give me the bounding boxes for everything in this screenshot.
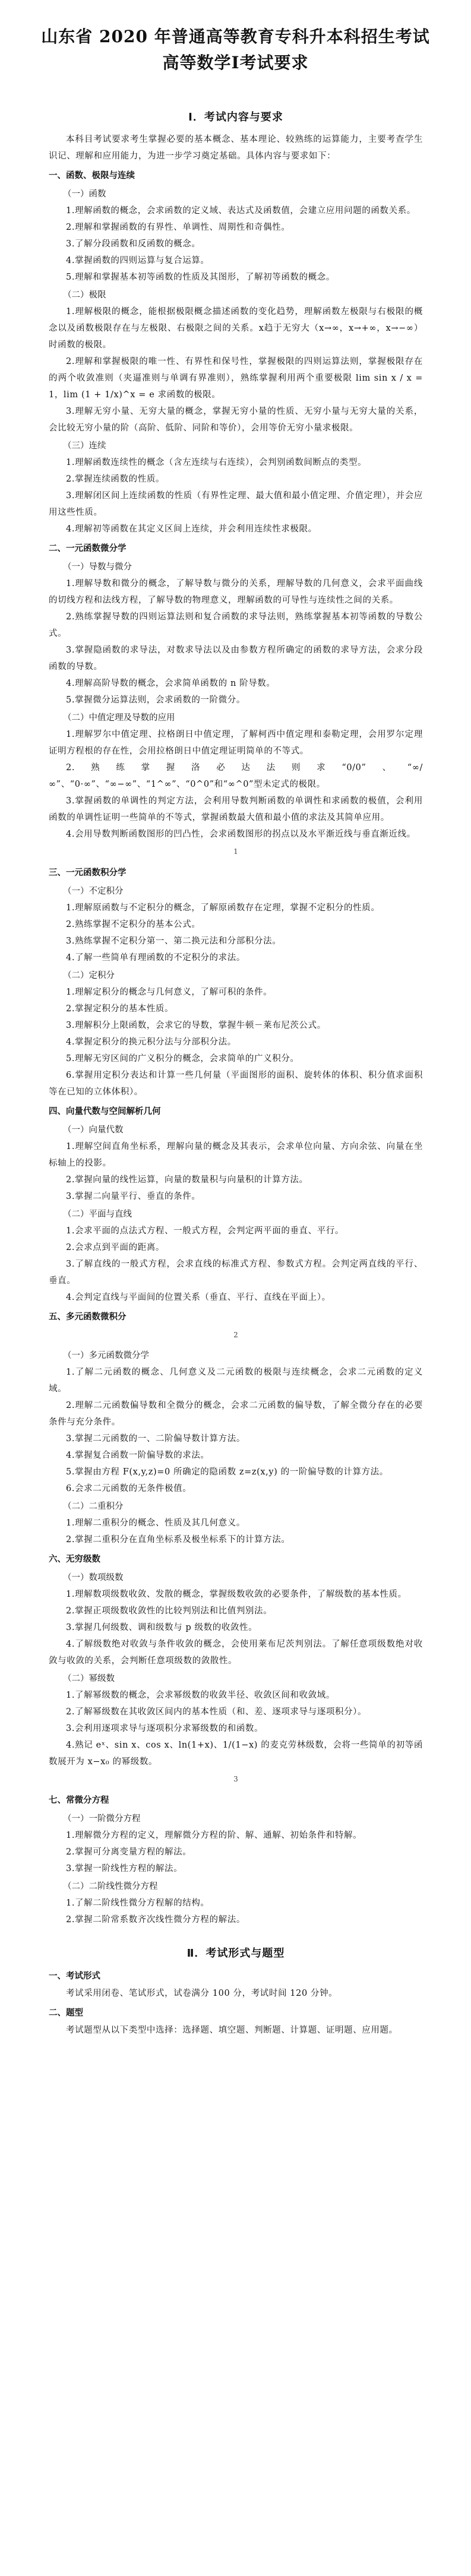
- list-item: 1.理解函数连续性的概念（含左连续与右连续），会判别函数间断点的类型。: [66, 458, 367, 467]
- sub-heading: （一）多元函数微分学: [63, 1351, 149, 1360]
- list-item: 1.会求平面的点法式方程、一般式方程，会判定两平面的垂直、平行。: [66, 1226, 344, 1236]
- list-item: 4.了解一些简单有理函数的不定积分的求法。: [66, 953, 245, 963]
- intro-paragraph: 本科目考试要求考生掌握必要的基本概念、基本理论、较熟练的运算能力，主要考查学生识记、理解和应用能力，为进一步学习奠定基础。具体内容与要求如下：: [49, 135, 423, 161]
- title-line-2: 高等数学Ⅰ考试要求: [162, 53, 309, 72]
- sub-heading: （二）二重积分: [63, 1502, 124, 1511]
- list-item: 5.理解无穷区间的广义积分的概念，会求简单的广义积分。: [66, 1054, 299, 1064]
- list-item: 1.理解罗尔中值定理、拉格朗日中值定理，了解柯西中值定理和泰勒定理，会用罗尔定理证明方程根的存在性，会用拉格朗日中值定理证明简单的不等式。: [49, 730, 423, 756]
- list-item: 2.熟练掌握导数的四则运算法则和复合函数的求导法则，熟练掌握基本初等函数的导数公式。: [49, 612, 423, 638]
- list-item: 2.掌握二重积分在直角坐标系及极坐标系下的计算方法。: [66, 1535, 290, 1545]
- list-item: 4.掌握函数的四则运算与复合运算。: [66, 256, 210, 265]
- list-item: 2.掌握定积分的基本性质。: [66, 1004, 174, 1014]
- list-item: 5.掌握由方程 F(x,y,z)=0 所确定的隐函数 z=z(x,y) 的一阶偏导数的计算方法。: [66, 1467, 388, 1477]
- body-paragraph: 考试题型从以下类型中选择：选择题、填空题、判断题、计算题、证明题、应用题。: [66, 2026, 398, 2035]
- part-heading: 二、一元函数微分学: [49, 544, 127, 553]
- list-item: 5.掌握微分运算法则，会求函数的一阶微分。: [66, 695, 245, 705]
- list-item: 1.理解数项级数收敛、发散的概念，掌握级数收敛的必要条件，了解级数的基本性质。: [66, 1590, 407, 1599]
- part-heading: 六、无穷级数: [49, 1555, 100, 1564]
- list-item: 2.理解和掌握函数的有界性、单调性、周期性和奇偶性。: [66, 223, 290, 232]
- list-item: 3.掌握函数的单调性的判定方法，会利用导数判断函数的单调性和求函数的极值，会利用函数的单调性证明一些简单的不等式，掌握函数最大值和最小值的求法及其简单应用。: [49, 796, 423, 822]
- list-item: 2.理解二元函数偏导数和全微分的概念，会求二元函数的偏导数，了解全微分存在的必要条件与充分条件。: [49, 1401, 423, 1427]
- page-number: 2: [233, 1331, 238, 1339]
- list-item: 2.掌握连续函数的性质。: [66, 474, 165, 484]
- sub-heading: （一）数项级数: [63, 1573, 124, 1583]
- list-item: 1.了解幂级数的概念，会求幂级数的收敛半径、收敛区间和收敛域。: [66, 1691, 335, 1700]
- page-number: 1: [233, 847, 238, 856]
- section-heading: Ⅰ．考试内容与要求: [188, 111, 283, 124]
- sub-heading: （一）向量代数: [63, 1125, 124, 1135]
- list-item: 4.理解初等函数在其定义区间上连续，并会利用连续性求极限。: [66, 524, 317, 534]
- list-item: 3.熟练掌握不定积分第一、第二换元法和分部积分法。: [66, 936, 282, 946]
- list-item: 1.理解微分方程的定义，理解微分方程的阶、解、通解、初始条件和特解。: [66, 1831, 362, 1840]
- part-heading: 七、常微分方程: [49, 1796, 109, 1805]
- part-heading: 四、向量代数与空间解析几何: [49, 1107, 161, 1116]
- list-item: 6.掌握用定积分表达和计算一些几何量（平面图形的面积、旋转体的体积、积分值求面积等在已知的立体体积）。: [49, 1071, 423, 1097]
- list-item: 6.会求二元函数的无条件极值。: [66, 1484, 192, 1493]
- list-item: 3.掌握一阶线性方程的解法。: [66, 1864, 183, 1874]
- list-item: 1.理解函数的概念，会求函数的定义域、表达式及函数值，会建立应用问题的函数关系。: [66, 206, 416, 216]
- list-item: 2.会求点到平面的距离。: [66, 1243, 165, 1252]
- list-item: 4.会判定直线与平面间的位置关系（垂直、平行、直线在平面上）。: [66, 1293, 331, 1302]
- list-item: 4.掌握复合函数一阶偏导数的求法。: [66, 1451, 210, 1460]
- document-title: [0, 24, 471, 76]
- list-item: 2.掌握向量的线性运算，向量的数量积与向量积的计算方法。: [66, 1175, 308, 1185]
- list-item: 3.理解无穷小量、无穷大量的概念，掌握无穷小量的性质、无穷小量与无穷大量的关系，会比较无穷小量的阶（高阶、低阶、同阶和等价），会用等价无穷小量求极限。: [49, 407, 423, 433]
- list-item: 2.理解和掌握极限的唯一性、有界性和保号性，掌握极限的四则运算法则，掌握极限存在的两个收敛准则（夹逼准则与单调有界准则），熟练掌握利用两个重要极限 lim sin x / x = 1，lim (1 + 1/x)^x = e 求函数的极限。: [49, 357, 423, 400]
- part-heading: 一、函数、极限与连续: [49, 171, 135, 181]
- list-item: 3.理解积分上限函数，会求它的导数，掌握牛顿－莱布尼茨公式。: [66, 1021, 326, 1030]
- part-heading: 三、一元函数积分学: [49, 868, 127, 878]
- list-item: 3.会利用逐项求导与逐项积分求幂级数的和函数。: [66, 1724, 264, 1733]
- sub-heading: （一）一阶微分方程: [63, 1814, 141, 1824]
- list-item: 3.掌握二向量平行、垂直的条件。: [66, 1192, 201, 1201]
- list-item: 2.熟练掌握洛必达法则求“0/0”、“∞/∞”、“0·∞”、“∞−∞”、“1^∞”、“0^0”和“∞^0”型未定式的极限。: [49, 763, 423, 789]
- document-body: [49, 98, 423, 2039]
- body-paragraph: 考试采用闭卷、笔试形式，试卷满分 100 分，考试时间 120 分钟。: [66, 1989, 338, 1998]
- list-item: 3.掌握几何级数、调和级数与 p 级数的收敛性。: [66, 1623, 258, 1632]
- list-item: 1.了解二元函数的概念、几何意义及二元函数的极限与连续概念，会求二元函数的定义域。: [49, 1368, 423, 1394]
- list-item: 1.理解二重积分的概念、性质及其几何意义。: [66, 1518, 245, 1528]
- list-item: 1.理解原函数与不定积分的概念，了解原函数存在定理，掌握不定积分的性质。: [66, 903, 380, 913]
- list-item: 1.理解空间直角坐标系，理解向量的概念及其表示，会求单位向量、方向余弦、向量在坐标轴上的投影。: [49, 1142, 423, 1168]
- section-heading: Ⅱ．考试形式与题型: [186, 1947, 285, 1960]
- list-item: 1.理解极限的概念，能根据极限概念描述函数的变化趋势，理解函数左极限与右极限的概念以及函数极限存在与左极限、右极限之间的关系。x趋于无穷大（x→∞，x→+∞，x→−∞）时函数的极限。: [49, 307, 423, 350]
- sub-heading: （一）不定积分: [63, 887, 124, 896]
- sub-heading: （二）极限: [63, 290, 106, 300]
- sub-heading: （二）平面与直线: [63, 1210, 132, 1219]
- sub-heading: （二）中值定理及导数的应用: [63, 713, 175, 723]
- part-heading: 二、题型: [49, 2008, 83, 2018]
- list-item: 2.掌握可分离变量方程的解法。: [66, 1847, 192, 1857]
- list-item: 3.了解直线的一般式方程，会求直线的标准式方程、参数式方程。会判定两直线的平行、垂直。: [49, 1259, 423, 1286]
- list-item: 3.理解闭区间上连续函数的性质（有界性定理、最大值和最小值定理、介值定理），并会应用这些性质。: [49, 491, 423, 517]
- list-item: 1.理解导数和微分的概念，了解导数与微分的关系，理解导数的几何意义，会求平面曲线的切线方程和法线方程，了解导数的物理意义，理解函数的可导性与连续性之间的关系。: [49, 579, 423, 605]
- list-item: 2.掌握二阶常系数齐次线性微分方程的解法。: [66, 1915, 245, 1925]
- list-item: 2.了解幂级数在其收敛区间内的基本性质（和、差、逐项求导与逐项积分）。: [66, 1707, 367, 1717]
- list-item: 4.掌握定积分的换元积分法与分部积分法。: [66, 1037, 236, 1047]
- sub-heading: （一）导数与微分: [63, 562, 132, 572]
- sub-heading: （三）连续: [63, 441, 106, 451]
- list-item: 4.熟记 eˣ、sin x、cos x、ln(1+x)、1/(1−x) 的麦克劳林级数，会将一些简单的初等函数展开为 x−x₀ 的幂级数。: [49, 1740, 423, 1767]
- page-number: 3: [233, 1775, 238, 1783]
- part-heading: 一、考试形式: [49, 1971, 100, 1981]
- list-item: 3.掌握隐函数的求导法，对数求导法以及由参数方程所确定的函数的求导方法，会求分段函数的导数。: [49, 645, 423, 672]
- list-item: 4.会用导数判断函数图形的凹凸性，会求函数图形的拐点以及水平渐近线与垂直渐近线。: [66, 830, 416, 839]
- sub-heading: （二）幂级数: [63, 1674, 115, 1683]
- title-line-1: 山东省 2020 年普通高等教育专科升本科招生考试: [41, 27, 430, 46]
- sub-heading: （二）二阶线性微分方程: [63, 1882, 158, 1891]
- list-item: 1.了解二阶线性微分方程解的结构。: [66, 1898, 210, 1908]
- list-item: 2.熟练掌握不定积分的基本公式。: [66, 920, 201, 929]
- list-item: 5.理解和掌握基本初等函数的性质及其图形，了解初等函数的概念。: [66, 273, 335, 282]
- part-heading: 五、多元函数微积分: [49, 1312, 127, 1322]
- list-item: 1.理解定积分的概念与几何意义，了解可积的条件。: [66, 988, 273, 997]
- list-item: 2.掌握正项级数收敛性的比较判别法和比值判别法。: [66, 1606, 273, 1616]
- list-item: 4.了解级数绝对收敛与条件收敛的概念，会使用莱布尼茨判别法。了解任意项级数绝对收敛与收敛的关系，会判断任意项级数的敛散性。: [49, 1640, 423, 1666]
- sub-heading: （一）函数: [63, 189, 106, 199]
- list-item: 3.了解分段函数和反函数的概念。: [66, 239, 201, 249]
- list-item: 4.理解高阶导数的概念，会求简单函数的 n 阶导数。: [66, 679, 276, 688]
- list-item: 3.掌握二元函数的一、二阶偏导数计算方法。: [66, 1434, 245, 1444]
- sub-heading: （二）定积分: [63, 971, 115, 980]
